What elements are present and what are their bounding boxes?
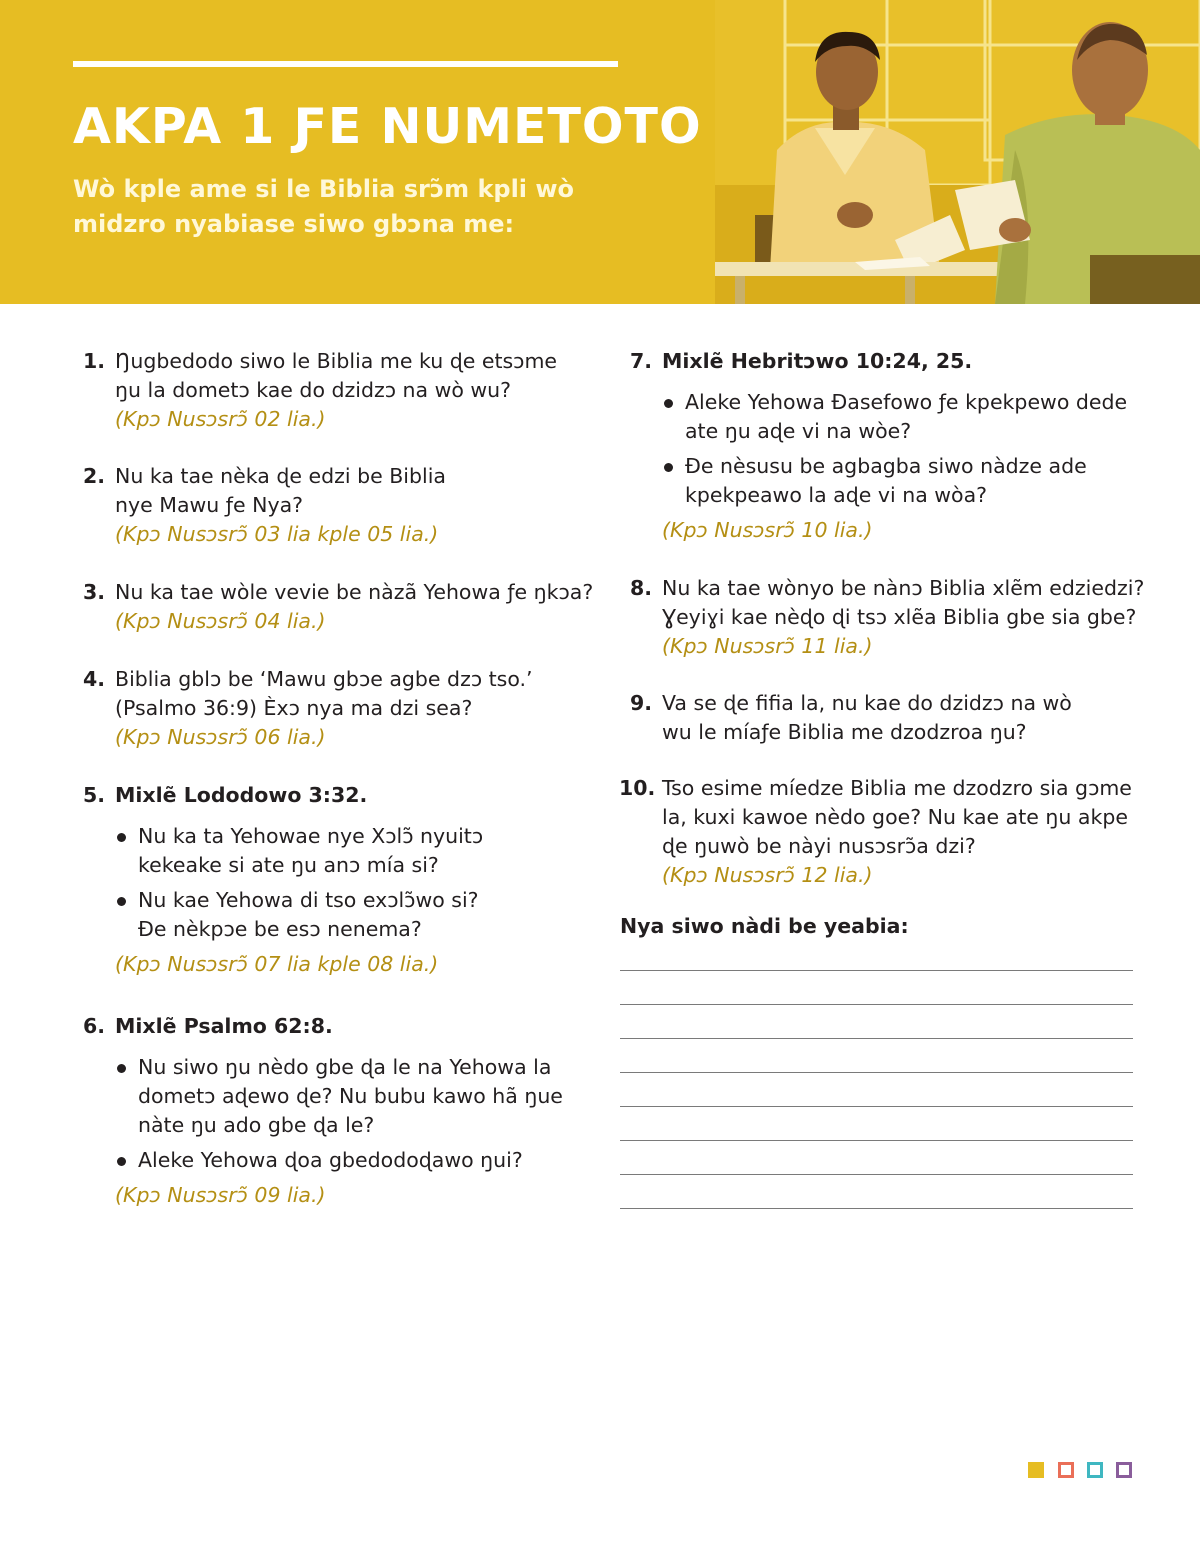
notes-line[interactable]	[620, 1174, 1133, 1175]
notes-line[interactable]	[620, 1140, 1133, 1141]
question-text: Va se ɖe fifia la, nu kae do dzidzɔ na wò	[662, 691, 1072, 715]
question-text: la, kuxi kawoe nèdo goe? Nu kae ate ŋu akpe	[662, 805, 1128, 829]
scripture-heading: Mixlẽ Lododowo 3:32.	[115, 783, 368, 807]
lesson-reference: (Kpɔ Nusɔsrɔ̃ 09 lia.)	[115, 1183, 326, 1207]
header-band	[0, 0, 1200, 304]
question-number: 10.	[619, 776, 656, 800]
bullet-dot-icon	[117, 1157, 126, 1166]
bullet-text: Aleke Yehowa ɖoa gbedodoɖawo ŋui?	[138, 1148, 523, 1172]
question-number: 4.	[83, 667, 106, 691]
bullet-dot-icon	[117, 833, 126, 842]
bullet-list	[115, 822, 603, 944]
question-text: ŋu la dometɔ kae do dzidzɔ na wò wu?	[115, 378, 512, 402]
bullet-text: kpekpeawo la aɖe vi na wòa?	[685, 483, 988, 507]
header-rule	[73, 61, 618, 67]
bullet-dot-icon	[664, 399, 673, 408]
lesson-reference: (Kpɔ Nusɔsrɔ̃ 04 lia.)	[115, 609, 326, 633]
bullet-item	[662, 388, 1150, 446]
question-3	[83, 578, 613, 636]
study-illustration	[715, 0, 1200, 304]
bullet-text: Ðe nèsusu be agbagba siwo nàdze ade	[685, 454, 1087, 478]
bullet-list	[662, 388, 1150, 510]
question-6	[83, 1012, 603, 1210]
question-8	[630, 574, 1170, 661]
bullet-list	[115, 1053, 603, 1175]
question-text: Biblia gblɔ be ‘Mawu gbɔe agbe dzɔ tso.’	[115, 667, 533, 691]
bullet-dot-icon	[664, 463, 673, 472]
outline-square-icon	[1087, 1462, 1103, 1478]
question-5	[83, 781, 603, 979]
notes-line[interactable]	[620, 1208, 1133, 1209]
bullet-text: Nu ka ta Yehowae nye Xɔlɔ̃ nyuitɔ	[138, 824, 484, 848]
filled-square-icon	[1028, 1462, 1044, 1478]
question-2	[83, 462, 603, 549]
outline-square-icon	[1058, 1462, 1074, 1478]
page-title: AKPA 1 ƑE NUMETOTO	[73, 98, 702, 155]
scripture-heading: Mixlẽ Hebritɔwo 10:24, 25.	[662, 349, 973, 373]
question-9	[630, 689, 1150, 747]
lesson-reference: (Kpɔ Nusɔsrɔ̃ 06 lia.)	[115, 725, 326, 749]
question-text: Tso esime míedze Biblia me dzodzro sia gɔme	[662, 776, 1132, 800]
outline-square-icon	[1116, 1462, 1132, 1478]
notes-line[interactable]	[620, 1038, 1133, 1039]
lesson-reference: (Kpɔ Nusɔsrɔ̃ 02 lia.)	[115, 407, 326, 431]
question-number: 1.	[83, 349, 106, 373]
bullet-text: dometɔ aɖewo ɖe? Nu bubu kawo hã ŋue	[138, 1084, 563, 1108]
notes-line[interactable]	[620, 1004, 1133, 1005]
notes-line[interactable]	[620, 1106, 1133, 1107]
lesson-reference: (Kpɔ Nusɔsrɔ̃ 12 lia.)	[662, 863, 873, 887]
scripture-heading: Mixlẽ Psalmo 62:8.	[115, 1014, 333, 1038]
question-4	[83, 665, 603, 752]
bullet-text: kekeake si ate ŋu anɔ mía si?	[138, 853, 439, 877]
bullet-item	[115, 1146, 603, 1175]
bullet-text: nàte ŋu ado gbe ɖa le?	[138, 1113, 375, 1137]
bullet-text: ate ŋu aɖe vi na wòe?	[685, 419, 912, 443]
lesson-reference: (Kpɔ Nusɔsrɔ̃ 10 lia.)	[662, 518, 873, 542]
question-text: nye Mawu ƒe Nya?	[115, 493, 304, 517]
bullet-dot-icon	[117, 897, 126, 906]
lesson-reference: (Kpɔ Nusɔsrɔ̃ 03 lia kple 05 lia.)	[115, 522, 439, 546]
question-text: Nu ka tae wònyo be nànɔ Biblia xlẽm edziedzi?	[662, 576, 1145, 600]
question-10	[619, 774, 1159, 890]
question-text: ɖe ŋuwò be nàyi nusɔsrɔ̃a dzi?	[662, 834, 976, 858]
page-subtitle: Wò kple ame si le Biblia srɔ̃m kpli wò midzro nyabiase siwo gbɔna me:	[73, 175, 575, 238]
bullet-item	[115, 1053, 603, 1140]
lesson-reference: (Kpɔ Nusɔsrɔ̃ 11 lia.)	[662, 634, 873, 658]
bullet-item	[662, 452, 1150, 510]
question-number: 6.	[83, 1014, 106, 1038]
bullet-item	[115, 822, 603, 880]
notes-line[interactable]	[620, 1072, 1133, 1073]
question-text: Nu ka tae nèka ɖe edzi be Biblia	[115, 464, 446, 488]
notes-heading: Nya siwo nàdi be yeabia:	[620, 914, 909, 938]
question-number: 9.	[630, 691, 653, 715]
bullet-text: Nu siwo ŋu nèdo gbe ɖa le na Yehowa la	[138, 1055, 552, 1079]
bullet-item	[115, 886, 603, 944]
question-number: 7.	[630, 349, 653, 373]
question-number: 8.	[630, 576, 653, 600]
question-number: 2.	[83, 464, 106, 488]
question-text: Ɣeyiɣi kae nèɖo ɖi tsɔ xlẽa Biblia gbe sia gbe?	[662, 605, 1137, 629]
bullet-text: Ɖe nèkpɔe be esɔ nenema?	[138, 917, 422, 941]
notes-line[interactable]	[620, 970, 1133, 971]
question-text: Ŋugbedodo siwo le Biblia me ku ɖe etsɔme	[115, 349, 558, 373]
question-text: Nu ka tae wòle vevie be nàzã Yehowa ƒe ŋkɔa?	[115, 580, 594, 604]
question-number: 3.	[83, 580, 106, 604]
lesson-reference: (Kpɔ Nusɔsrɔ̃ 07 lia kple 08 lia.)	[115, 952, 439, 976]
bullet-text: Aleke Yehowa Ðasefowo ƒe kpekpewo dede	[685, 390, 1128, 414]
question-7	[630, 347, 1150, 545]
bullet-text: Nu kae Yehowa di tso exɔlɔ̃wo si?	[138, 888, 479, 912]
bullet-dot-icon	[117, 1064, 126, 1073]
question-1	[83, 347, 603, 434]
question-number: 5.	[83, 783, 106, 807]
question-text: wu le míaƒe Biblia me dzodzroa ŋu?	[662, 720, 1027, 744]
question-text: (Psalmo 36:9) Èxɔ nya ma dzi sea?	[115, 696, 473, 720]
